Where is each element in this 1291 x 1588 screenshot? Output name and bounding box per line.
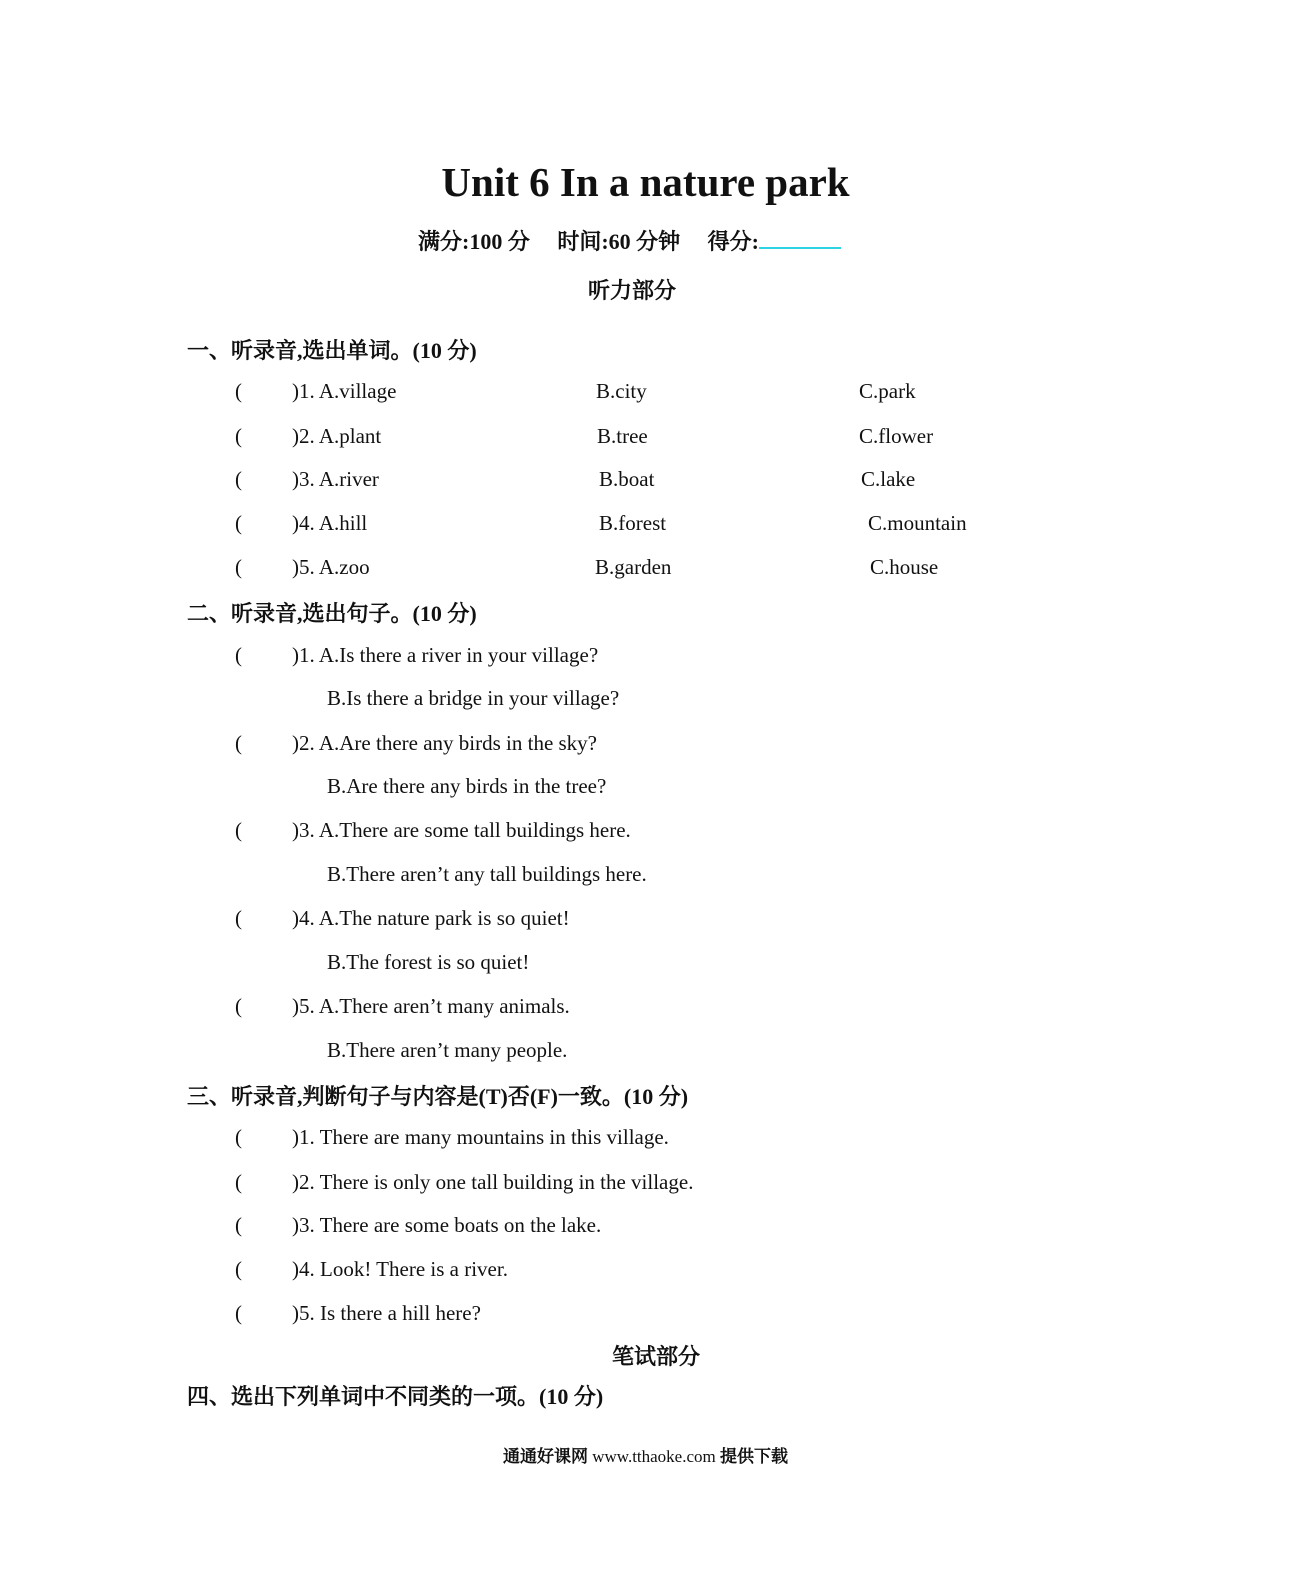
score-line bbox=[418, 225, 863, 256]
answer-paren: ( bbox=[235, 511, 242, 535]
option-c: C.house bbox=[870, 555, 939, 579]
answer-paren: ( bbox=[235, 379, 242, 403]
section-3-title: 三、听录音,判断句子与内容是(T)否(F)一致。(10 分) bbox=[187, 1084, 689, 1109]
option-c: C.lake bbox=[861, 467, 916, 491]
option-a: )3. A.river bbox=[292, 467, 379, 491]
answer-paren: ( bbox=[235, 1257, 242, 1281]
full-marks: 满分:100 分 bbox=[418, 229, 530, 254]
sentence-option-b: B.There aren’t any tall buildings here. bbox=[327, 862, 647, 886]
footer-site-name: 通通好课网 bbox=[502, 1447, 588, 1466]
footer-url[interactable]: www.tthaoke.com bbox=[592, 1447, 716, 1466]
answer-paren: ( bbox=[235, 1125, 242, 1149]
score-label: 得分: bbox=[707, 229, 759, 254]
listening-header: 听力部分 bbox=[588, 278, 677, 303]
option-a: )4. A.hill bbox=[292, 511, 368, 535]
option-b: B.tree bbox=[597, 424, 648, 448]
option-c: C.park bbox=[859, 379, 916, 403]
answer-paren: ( bbox=[235, 424, 242, 448]
option-a: )1. A.village bbox=[292, 379, 397, 403]
score-blank[interactable] bbox=[759, 229, 841, 249]
time-limit: 时间:60 分钟 bbox=[557, 229, 681, 254]
sentence-option-a: )3. A.There are some tall buildings here. bbox=[292, 818, 631, 842]
footer bbox=[0, 1442, 1291, 1467]
judgement-sentence: )3. There are some boats on the lake. bbox=[292, 1213, 602, 1237]
option-c: C.mountain bbox=[868, 511, 967, 535]
sentence-option-b: B.Is there a bridge in your village? bbox=[327, 686, 620, 710]
sentence-option-a: )5. A.There aren’t many animals. bbox=[292, 994, 570, 1018]
sentence-option-b: B.The forest is so quiet! bbox=[327, 950, 530, 974]
answer-paren: ( bbox=[235, 994, 242, 1018]
page-title: Unit 6 In a nature park bbox=[441, 159, 850, 205]
answer-paren: ( bbox=[235, 731, 242, 755]
sentence-option-a: )2. A.Are there any birds in the sky? bbox=[292, 731, 598, 755]
sentence-option-a: )1. A.Is there a river in your village? bbox=[292, 643, 599, 667]
option-b: B.city bbox=[596, 379, 647, 403]
option-b: B.boat bbox=[599, 467, 655, 491]
writing-header: 笔试部分 bbox=[612, 1344, 701, 1369]
option-c: C.flower bbox=[859, 424, 934, 448]
judgement-sentence: )4. Look! There is a river. bbox=[292, 1257, 508, 1281]
section-1-title: 一、听录音,选出单词。(10 分) bbox=[187, 338, 477, 363]
answer-paren: ( bbox=[235, 643, 242, 667]
answer-paren: ( bbox=[235, 1213, 242, 1237]
answer-paren: ( bbox=[235, 1170, 242, 1194]
sentence-option-a: )4. A.The nature park is so quiet! bbox=[292, 906, 570, 930]
judgement-sentence: )5. Is there a hill here? bbox=[292, 1301, 481, 1325]
sentence-option-b: B.There aren’t many people. bbox=[327, 1038, 568, 1062]
option-a: )5. A.zoo bbox=[292, 555, 370, 579]
footer-download: 提供下载 bbox=[720, 1447, 789, 1466]
option-a: )2. A.plant bbox=[292, 424, 382, 448]
section-2-title: 二、听录音,选出句子。(10 分) bbox=[187, 601, 477, 626]
judgement-sentence: )1. There are many mountains in this village. bbox=[292, 1125, 669, 1149]
judgement-sentence: )2. There is only one tall building in the village. bbox=[292, 1170, 694, 1194]
section-4-title: 四、选出下列单词中不同类的一项。(10 分) bbox=[187, 1384, 604, 1409]
sentence-option-b: B.Are there any birds in the tree? bbox=[327, 774, 607, 798]
option-b: B.forest bbox=[599, 511, 667, 535]
answer-paren: ( bbox=[235, 1301, 242, 1325]
answer-paren: ( bbox=[235, 467, 242, 491]
answer-paren: ( bbox=[235, 906, 242, 930]
option-b: B.garden bbox=[595, 555, 672, 579]
answer-paren: ( bbox=[235, 818, 242, 842]
answer-paren: ( bbox=[235, 555, 242, 579]
